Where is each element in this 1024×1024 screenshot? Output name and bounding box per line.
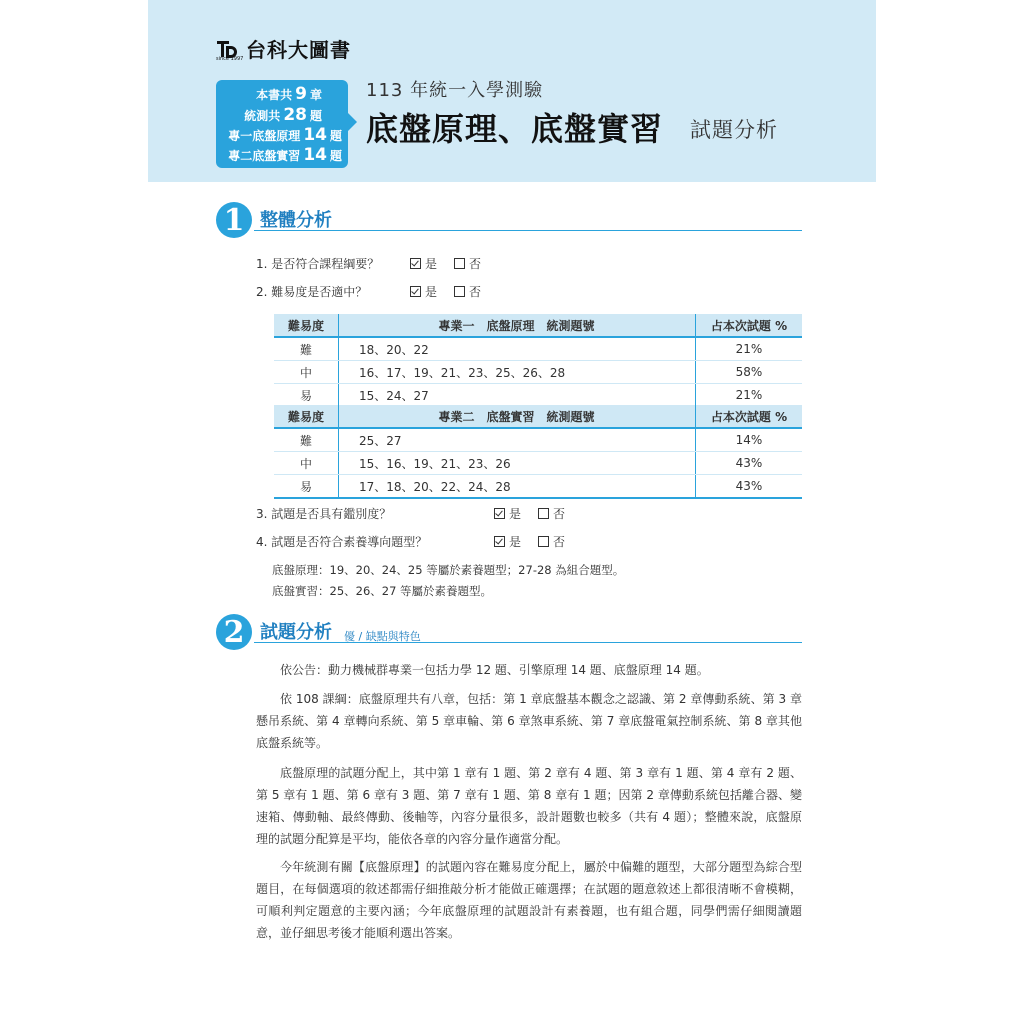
- q2-yes-option: 是: [410, 283, 437, 300]
- table-header-row: 難易度 專業一 底盤原理 統測題號 占本次試題 %: [274, 314, 802, 337]
- section-2-title: 試題分析: [260, 622, 332, 643]
- publisher-name: 台科大圖書: [246, 38, 351, 62]
- q2-no-option: 否: [454, 283, 481, 300]
- checked-box-icon: [494, 508, 505, 519]
- table-header-row: 難易度 專業二 底盤實習 統測題號 占本次試題 %: [274, 405, 802, 428]
- q1-yes-option: 是: [410, 255, 437, 272]
- section-2-number: 2: [216, 614, 252, 650]
- q3-no-option: 否: [538, 505, 565, 522]
- question-3: 3. 試題是否具有鑑別度？: [256, 507, 392, 521]
- table-row: 中 15、16、19、21、23、26 43%: [274, 452, 802, 475]
- difficulty-table-practice: [274, 405, 802, 499]
- question-4: 4. 試題是否符合素養導向題型？: [256, 535, 428, 549]
- analysis-paragraph-2: 依 108 課綱：底盤原理共有八章，包括：第 1 章底盤基本觀念之認識、第 2 章傳動系統、第 3 章懸吊系統、第 4 章轉向系統、第 5 章車輪、第 6 章煞車系統、第 7 章底盤電氣控制系統、第 8 章其他底盤系統等。: [256, 692, 802, 750]
- question-2: 2. 難易度是否適中？: [256, 285, 368, 299]
- checked-box-icon: [410, 258, 421, 269]
- page-title-suffix: 試題分析: [690, 118, 778, 142]
- badge-pointer-arrow: [347, 112, 357, 132]
- table-row: 難 25、27 14%: [274, 428, 802, 452]
- badge-row-principles: 專一底盤原理 14 題: [228, 125, 342, 145]
- table-row: 中 16、17、19、21、23、25、26、28 58%: [274, 361, 802, 384]
- section-1-title: 整體分析: [260, 210, 332, 231]
- table-row: 難 18、20、22 21%: [274, 337, 802, 361]
- analysis-paragraph-3: 底盤原理的試題分配上，其中第 1 章有 1 題、第 2 章有 4 題、第 3 章有 1 題、第 4 章有 2 題、第 5 章有 1 題、第 6 章有 3 題、第 7 章有 1 題、第 8 章有 1 題；因第 2 章傳動系統包括離合器、變速箱、傳動軸、最終傳動、後軸等，內容分量很多，設計題數也較多（共有 4 題）；整體來說，底盤原理的試題分配算是平均，能依各章的內容分量作適當分配。: [256, 766, 802, 846]
- badge-row-chapters: 本書共 9 章: [256, 84, 322, 104]
- section-2-rule: [254, 642, 802, 643]
- q4-yes-option: 是: [494, 533, 521, 550]
- table-row: 易 15、24、27 21%: [274, 384, 802, 408]
- analysis-paragraph-4: 今年統測有關【底盤原理】的試題內容在難易度分配上，屬於中偏難的題型，大部分題型為綜合型題目，在每個選項的敘述都需仔細推敲分析才能做正確選擇；在試題的題意敘述上都很清晰不會模糊，可順利判定題意的主要內涵；今年底盤原理的試題設計有素養題，也有組合題，同學們需仔細閱讀題意，並仔細思考後才能順利選出答案。: [256, 860, 802, 940]
- section-2-heading: [216, 614, 802, 654]
- empty-box-icon: [538, 508, 549, 519]
- difficulty-table-principles: [274, 314, 802, 408]
- empty-box-icon: [538, 536, 549, 547]
- checked-box-icon: [494, 536, 505, 547]
- literacy-note-practice: 底盤實習：25、26、27 等屬於素養題型。: [272, 584, 493, 598]
- q1-no-option: 否: [454, 255, 481, 272]
- page-title: 底盤原理、底盤實習: [366, 110, 664, 148]
- analysis-paragraph-1: 依公告：動力機械群專業一包括力學 12 題、引擎原理 14 題、底盤原理 14 題。: [280, 663, 709, 677]
- section-2-subtitle: 優 / 缺點與特色: [344, 630, 421, 643]
- badge-row-practice: 專二底盤實習 14 題: [228, 145, 342, 165]
- literacy-note-principles: 底盤原理：19、20、24、25 等屬於素養題型；27-28 為組合題型。: [272, 563, 625, 577]
- question-1: 1. 是否符合課程綱要？: [256, 257, 380, 271]
- section-1-heading: [216, 202, 802, 242]
- section-1-number: 1: [216, 202, 252, 238]
- publisher-since: since 1997: [216, 56, 244, 62]
- page: [148, 0, 876, 1024]
- badge-row-exam-total: 統測共 28 題: [244, 105, 322, 125]
- header-scalloped-edge: [148, 172, 876, 186]
- section-1-rule: [254, 230, 802, 231]
- checked-box-icon: [410, 286, 421, 297]
- q4-no-option: 否: [538, 533, 565, 550]
- empty-box-icon: [454, 258, 465, 269]
- table-row: 易 17、18、20、22、24、28 43%: [274, 475, 802, 499]
- exam-subtitle: 113 年統一入學測驗: [366, 80, 544, 101]
- empty-box-icon: [454, 286, 465, 297]
- q3-yes-option: 是: [494, 505, 521, 522]
- book-info-badge: [216, 80, 348, 168]
